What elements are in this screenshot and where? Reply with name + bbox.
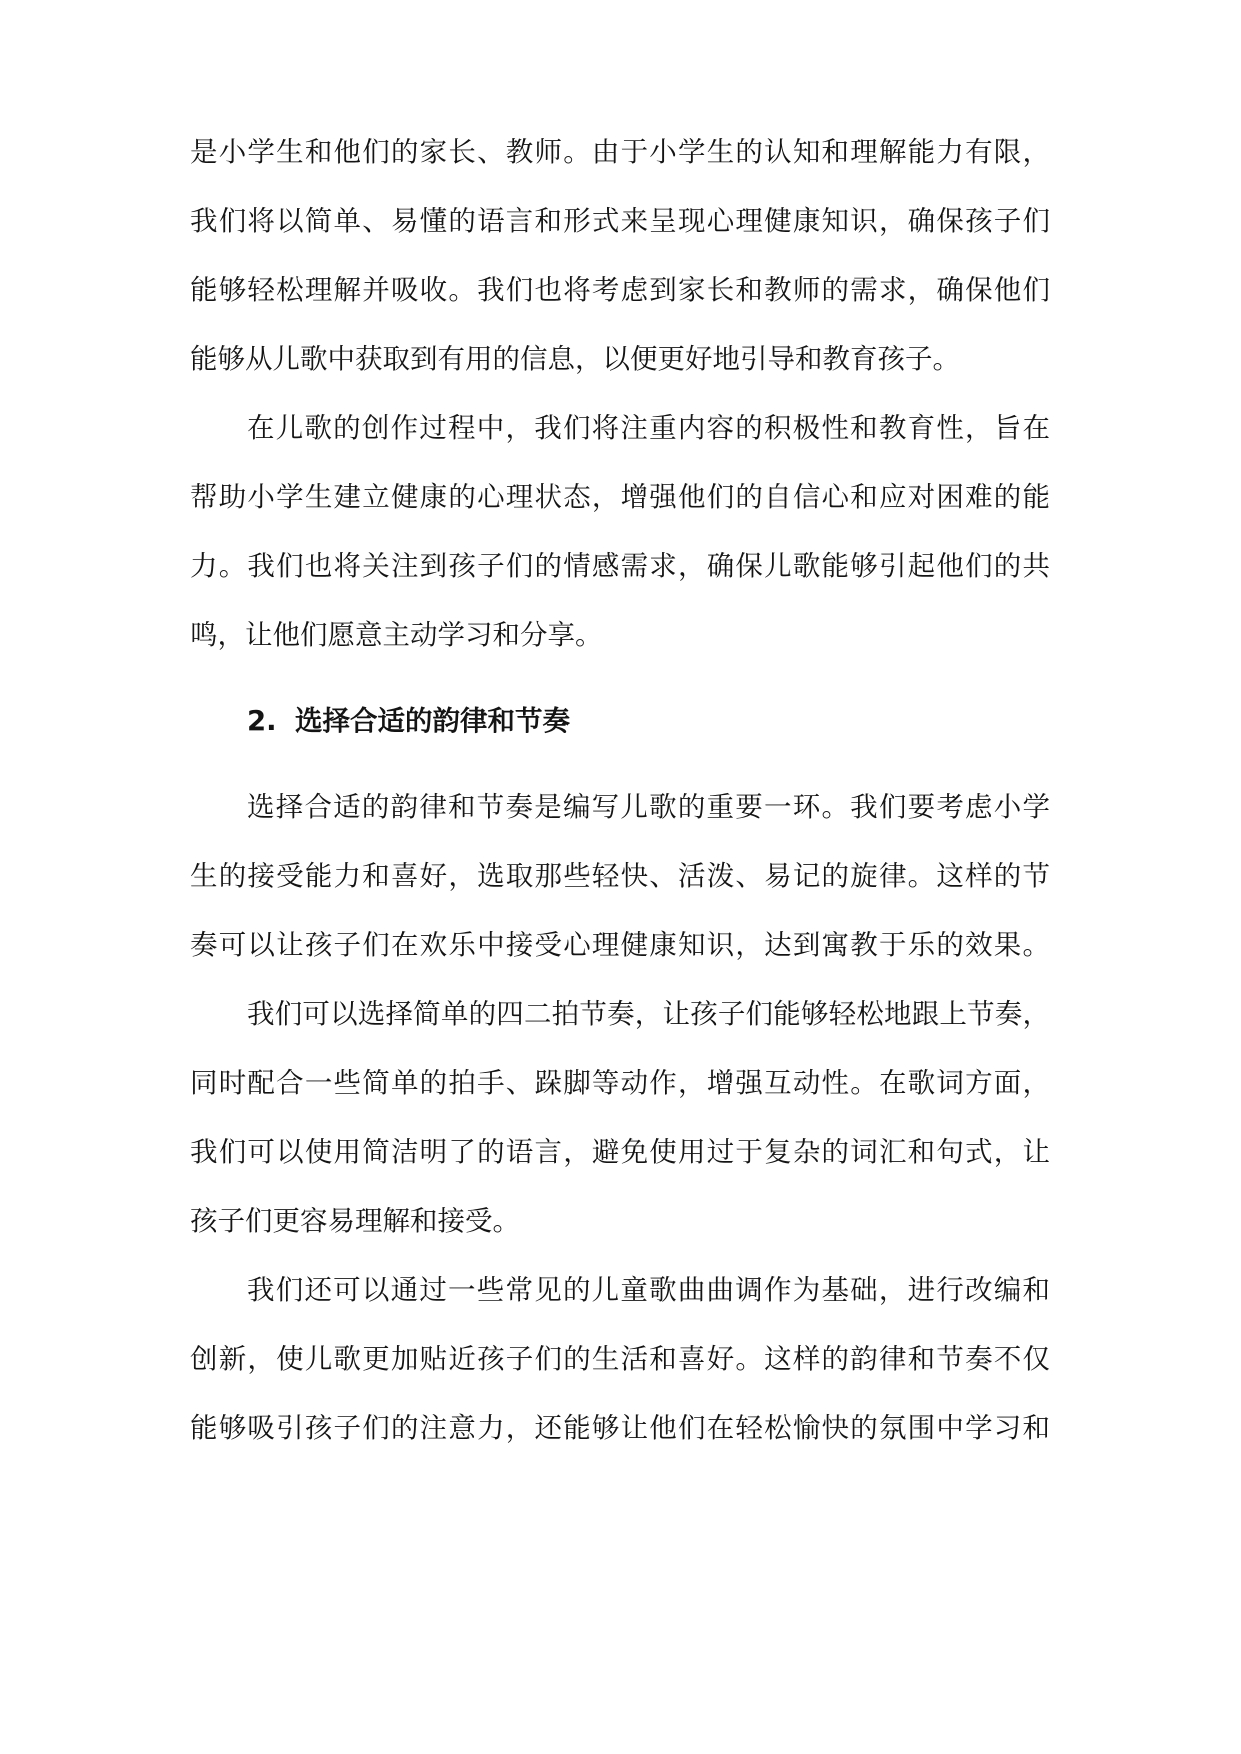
paragraph-line: 奏可以让孩子们在欢乐中接受心理健康知识，达到寓教于乐的效果。 xyxy=(190,929,1050,961)
paragraph-line: 我们可以使用简洁明了的语言，避免使用过于复杂的词汇和句式，让 xyxy=(190,1136,1050,1168)
paragraph-line: 我们将以简单、易懂的语言和形式来呈现心理健康知识，确保孩子们 xyxy=(190,205,1050,237)
paragraph-line: 鸣，让他们愿意主动学习和分享。 xyxy=(190,619,603,651)
paragraph-line: 生的接受能力和喜好，选取那些轻快、活泼、易记的旋律。这样的节 xyxy=(190,860,1050,892)
section-heading xyxy=(247,699,570,743)
paragraph-line: 同时配合一些简单的拍手、跺脚等动作，增强互动性。在歌词方面， xyxy=(190,1067,1050,1099)
paragraph-line: 在儿歌的创作过程中，我们将注重内容的积极性和教育性，旨在 xyxy=(247,412,1050,444)
section-title: 选择合适的韵律和节奏 xyxy=(295,705,570,737)
paragraph-line: 能够从儿歌中获取到有用的信息，以便更好地引导和教育孩子。 xyxy=(190,343,960,375)
paragraph-line: 选择合适的韵律和节奏是编写儿歌的重要一环。我们要考虑小学 xyxy=(247,791,1050,823)
section-number: 2. xyxy=(247,705,277,737)
paragraph-line: 帮助小学生建立健康的心理状态，增强他们的自信心和应对困难的能 xyxy=(190,481,1050,513)
paragraph-line: 能够吸引孩子们的注意力，还能够让他们在轻松愉快的氛围中学习和 xyxy=(190,1412,1050,1444)
paragraph-line: 我们还可以通过一些常见的儿童歌曲曲调作为基础，进行改编和 xyxy=(247,1274,1050,1306)
paragraph-line: 是小学生和他们的家长、教师。由于小学生的认知和理解能力有限， xyxy=(190,136,1050,168)
paragraph-line: 孩子们更容易理解和接受。 xyxy=(190,1205,520,1237)
paragraph-line: 我们可以选择简单的四二拍节奏，让孩子们能够轻松地跟上节奏， xyxy=(247,998,1050,1030)
paragraph-line: 力。我们也将关注到孩子们的情感需求，确保儿歌能够引起他们的共 xyxy=(190,550,1050,582)
paragraph-line: 能够轻松理解并吸收。我们也将考虑到家长和教师的需求，确保他们 xyxy=(190,274,1050,306)
paragraph-line: 创新，使儿歌更加贴近孩子们的生活和喜好。这样的韵律和节奏不仅 xyxy=(190,1343,1050,1375)
